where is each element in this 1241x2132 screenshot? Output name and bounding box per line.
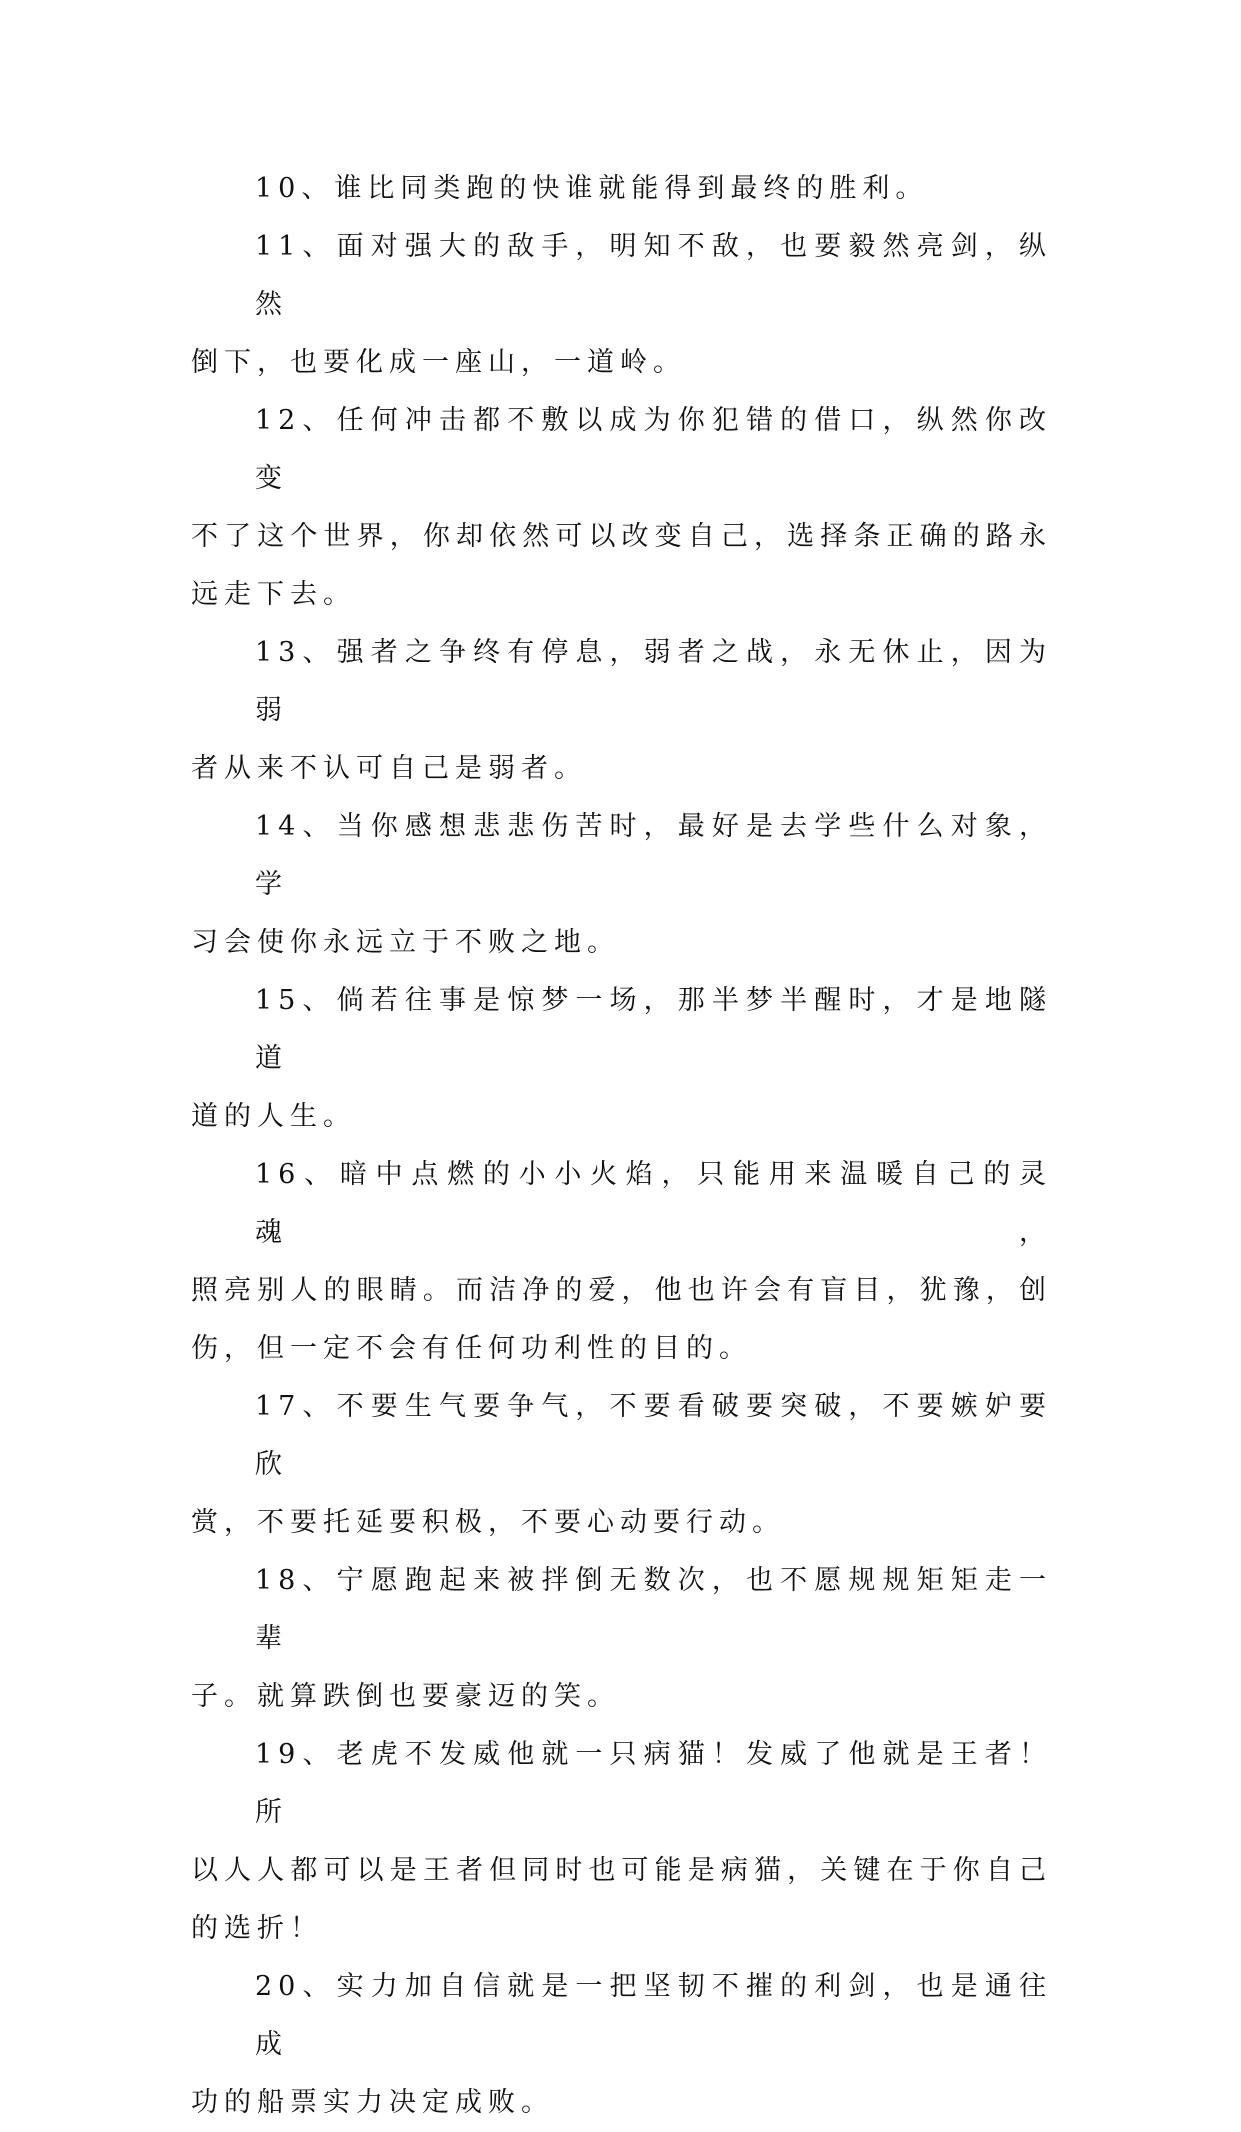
paragraph-line: 13、强者之争终有停息，弱者之战，永无休止，因为弱 — [255, 637, 1052, 726]
paragraph-16 — [191, 1146, 1052, 1378]
paragraph-line: 远走下去。 — [191, 579, 356, 610]
paragraph-line: 19、老虎不发威他就一只病猫！发威了他就是王者！所 — [255, 1739, 1052, 1828]
paragraph-line: 不了这个世界，你却依然可以改变自己，选择条正确的路永 — [191, 521, 1052, 552]
paragraph-line: 者从来不认可自己是弱者。 — [191, 753, 587, 784]
paragraph-line: 17、不要生气要争气，不要看破要突破，不要嫉妒要欣 — [255, 1391, 1052, 1480]
paragraph-line: 20、实力加自信就是一把坚韧不摧的利剑，也是通往成 — [255, 1971, 1052, 2060]
paragraph-17 — [191, 1378, 1052, 1552]
paragraph-19 — [191, 1726, 1052, 1958]
paragraph-line: 以人人都可以是王者但同时也可能是病猫，关键在于你自己 — [191, 1855, 1052, 1886]
paragraph-line: 子。就算跌倒也要豪迈的笑。 — [191, 1681, 620, 1712]
paragraph-14 — [191, 798, 1052, 972]
paragraph-line: 赏，不要托延要积极，不要心动要行动。 — [191, 1507, 785, 1538]
paragraph-line: 伤，但一定不会有任何功利性的目的。 — [191, 1333, 752, 1364]
paragraph-line: 习会使你永远立于不败之地。 — [191, 927, 620, 958]
paragraph-line: 10、谁比同类跑的快谁就能得到最终的胜利。 — [255, 173, 929, 204]
paragraph-line: 道的人生。 — [191, 1101, 356, 1132]
paragraph-15 — [191, 972, 1052, 1146]
paragraph-line: 15、倘若往事是惊梦一场，那半梦半醒时，才是地隧道 — [255, 985, 1052, 1074]
paragraph-10 — [191, 160, 1052, 218]
paragraph-line: 照亮别人的眼睛。而洁净的爱，他也许会有盲目，犹豫，创 — [191, 1275, 1052, 1306]
paragraph-line: 功的船票实力决定成败。 — [191, 2087, 554, 2118]
paragraph-18 — [191, 1552, 1052, 1726]
paragraph-line: 的选折！ — [191, 1913, 323, 1944]
paragraph-13 — [191, 624, 1052, 798]
document-body — [191, 160, 1052, 2132]
paragraph-line: 12、任何冲击都不敷以成为你犯错的借口，纵然你改变 — [255, 405, 1052, 494]
paragraph-20 — [191, 1958, 1052, 2132]
paragraph-line: 11、面对强大的敌手，明知不敌，也要毅然亮剑，纵然 — [255, 231, 1052, 320]
paragraph-line: 倒下，也要化成一座山，一道岭。 — [191, 347, 686, 378]
paragraph-11 — [191, 218, 1052, 392]
paragraph-line: 16、暗中点燃的小小火焰，只能用来温暖自己的灵魂， — [255, 1159, 1052, 1248]
paragraph-line: 18、宁愿跑起来被拌倒无数次，也不愿规规矩矩走一辈 — [255, 1565, 1052, 1654]
paragraph-line: 14、当你感想悲悲伤苦时，最好是去学些什么对象，学 — [255, 811, 1052, 900]
paragraph-12 — [191, 392, 1052, 624]
